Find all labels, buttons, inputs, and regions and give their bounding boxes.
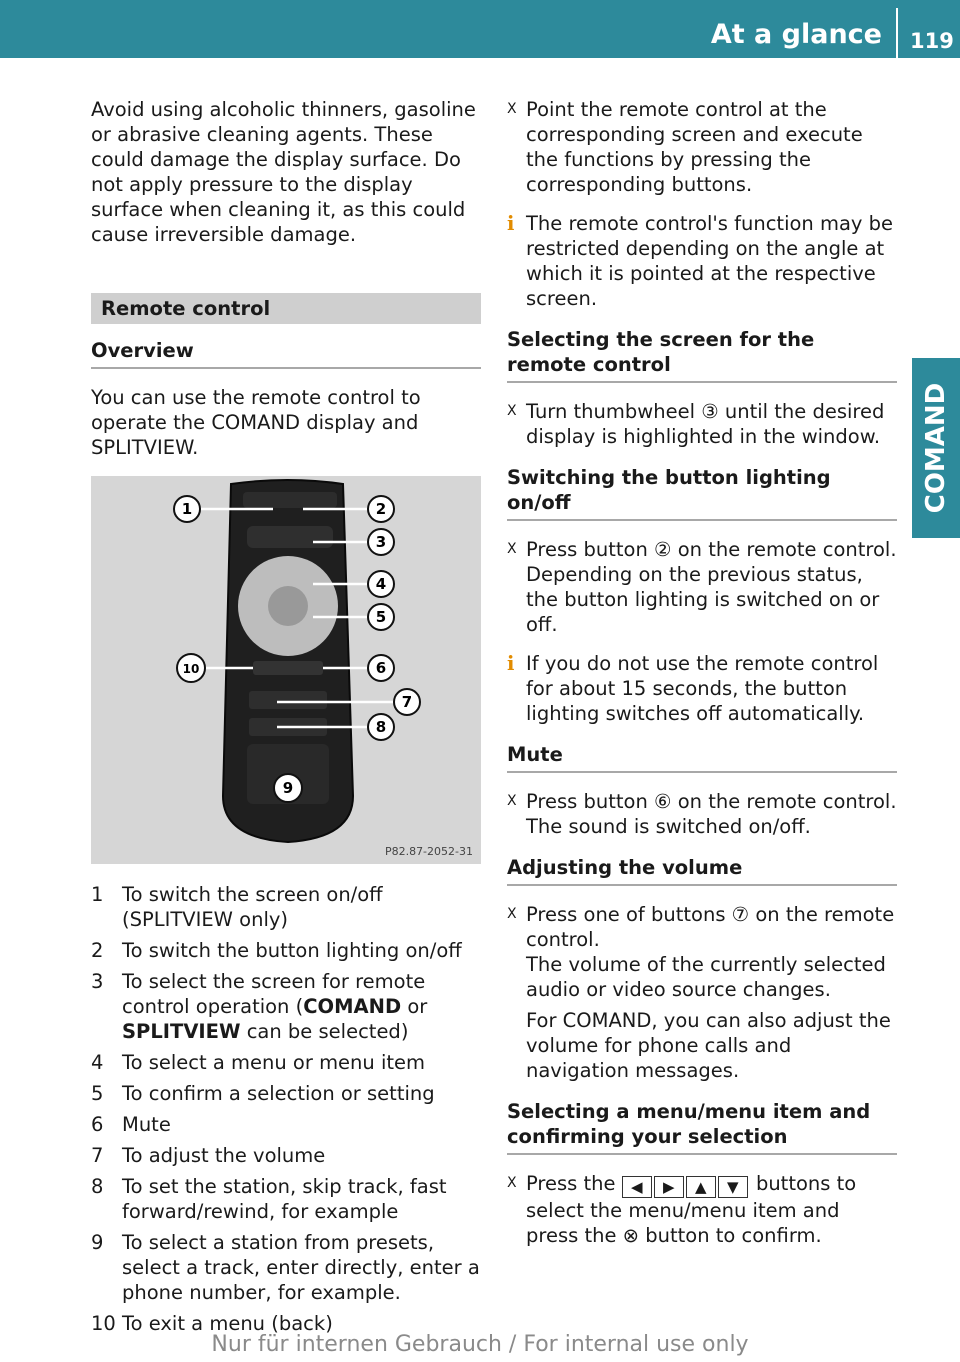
legend-text: To select a menu or menu item [122, 1051, 426, 1074]
step-text: buttons to select the menu/menu item and press the [526, 1172, 857, 1247]
step-arrow-icon: X [507, 403, 517, 419]
step-lighting [507, 537, 897, 637]
legend-text: To confirm a selection or setting [122, 1082, 435, 1105]
info-icon: i [507, 652, 515, 675]
note-angle [507, 211, 897, 311]
legend-bold-splitview: SPLITVIEW [122, 1020, 241, 1043]
step-text: Turn thumbwheel ③ until the desired display is highlighted in the window. [526, 400, 885, 448]
callout-label-6: 6 [375, 659, 387, 677]
side-tab-label: COMAND [921, 382, 951, 514]
step-point-remote [507, 97, 897, 197]
cleaning-warning: Avoid using alcoholic thinners, gasoline or abrasive cleaning agents. These could damage the display surface. Do not apply pressure to the display surface when cleaning it, as this could cause irreversible damage. [91, 98, 476, 246]
legend-number: 2 [91, 939, 104, 962]
header-divider [896, 8, 898, 58]
step-text: Press one of buttons ⑦ on the remote control. [526, 903, 895, 951]
legend-number: 9 [91, 1231, 104, 1254]
note-lighting [507, 651, 897, 726]
info-icon: i [507, 212, 515, 235]
legend-text: To adjust the volume [122, 1144, 326, 1167]
overview-text: You can use the remote control to operate the COMAND display and SPLITVIEW. [91, 386, 421, 459]
legend-text: Mute [122, 1113, 171, 1136]
step-text: Press button ⑥ on the remote control. [526, 790, 897, 813]
step-volume [507, 902, 897, 1083]
step-arrow-icon: X [507, 541, 517, 557]
heading-menu-selection: Selecting a menu/menu item and confirming your selection [507, 1099, 897, 1155]
down-arrow-key-icon: ▼ [718, 1176, 748, 1198]
step-text: Press the [526, 1172, 616, 1195]
step-menu [507, 1171, 897, 1248]
legend-item [91, 969, 481, 1044]
step-text: Point the remote control at the corresponding screen and execute the functions by pressing the corresponding buttons. [526, 98, 863, 196]
legend-text-pre: To select the screen for remote control operation ( [122, 970, 426, 1018]
figure-code: P82.87-2052-31 [384, 845, 473, 858]
remote-control-figure [91, 476, 481, 864]
legend-number: 7 [91, 1144, 104, 1167]
callout-label-1: 1 [181, 500, 193, 518]
left-column [91, 97, 481, 1342]
step-arrow-icon: X [507, 101, 517, 117]
legend-number: 5 [91, 1082, 104, 1105]
left-arrow-key-icon: ◀ [622, 1176, 652, 1198]
legend-number: 8 [91, 1175, 104, 1198]
callout-label-10: 10 [182, 662, 200, 676]
note-text: The remote control's function may be restricted depending on the angle at which it is pointed at the respective screen. [526, 212, 894, 310]
legend-number: 4 [91, 1051, 104, 1074]
legend-item [91, 1143, 481, 1168]
legend-number: 1 [91, 883, 104, 906]
ok-button-icon: ⊗ [622, 1224, 640, 1247]
callout-label-5: 5 [375, 608, 387, 626]
step-arrow-icon: X [507, 906, 517, 922]
callout-label-8: 8 [375, 718, 387, 736]
legend-text-post: can be selected) [240, 1020, 409, 1043]
step-result: Depending on the previous status, the button lighting is switched on or off. [526, 563, 880, 636]
legend-number: 6 [91, 1113, 104, 1136]
legend-item [91, 882, 481, 932]
legend-text: To switch the screen on/off (SPLITVIEW only) [122, 883, 383, 931]
note-text: If you do not use the remote control for about 15 seconds, the button lighting switches off automatically. [526, 652, 879, 725]
legend-item [91, 1174, 481, 1224]
legend-number: 10 [91, 1312, 116, 1335]
step-result: The sound is switched on/off. [526, 815, 811, 838]
callout-label-7: 7 [401, 693, 413, 711]
callout-label-2: 2 [375, 500, 387, 518]
legend-text: To select a station from presets, select a track, enter directly, enter a phone number, for example. [122, 1231, 480, 1304]
legend-text-mid: or [401, 995, 428, 1018]
heading-mute: Mute [507, 742, 897, 773]
heading-button-lighting: Switching the button lighting on/off [507, 465, 897, 521]
legend-text: To exit a menu (back) [122, 1312, 333, 1335]
up-arrow-key-icon: ▲ [686, 1176, 716, 1198]
step-mute [507, 789, 897, 839]
page-number: 119 [910, 29, 954, 53]
legend-text: To switch the button lighting on/off [122, 939, 462, 962]
legend-number: 3 [91, 970, 104, 993]
legend-item [91, 1230, 481, 1305]
callout-label-3: 3 [375, 533, 387, 551]
heading-select-screen: Selecting the screen for the remote control [507, 327, 897, 383]
legend-item [91, 1081, 481, 1106]
chapter-title: At a glance [710, 19, 882, 50]
heading-volume: Adjusting the volume [507, 855, 897, 886]
footer-watermark: Nur für internen Gebrauch / For internal use only [211, 1332, 749, 1357]
callout-markers [91, 476, 481, 864]
step-text: button to confirm. [645, 1224, 822, 1247]
legend-item [91, 1112, 481, 1137]
callout-label-4: 4 [375, 575, 387, 593]
right-column [507, 97, 897, 1256]
callout-label-9: 9 [282, 779, 294, 797]
side-tab [912, 358, 960, 538]
step-arrow-icon: X [507, 1175, 517, 1191]
right-arrow-key-icon: ▶ [654, 1176, 684, 1198]
step-arrow-icon: X [507, 793, 517, 809]
section-band: Remote control [91, 293, 481, 324]
legend-item [91, 1050, 481, 1075]
callout-legend [91, 882, 481, 1336]
step-extra: For COMAND, you can also adjust the volume for phone calls and navigation messages. [526, 1009, 891, 1082]
header-bar [0, 0, 960, 58]
legend-item [91, 938, 481, 963]
step-text: Press button ② on the remote control. [526, 538, 897, 561]
overview-heading: Overview [91, 338, 481, 369]
legend-bold-comand: COMAND [303, 995, 402, 1018]
step-result: The volume of the currently selected audio or video source changes. [526, 953, 886, 1001]
legend-text: To set the station, skip track, fast forward/rewind, for example [122, 1175, 447, 1223]
step-thumbwheel [507, 399, 897, 449]
